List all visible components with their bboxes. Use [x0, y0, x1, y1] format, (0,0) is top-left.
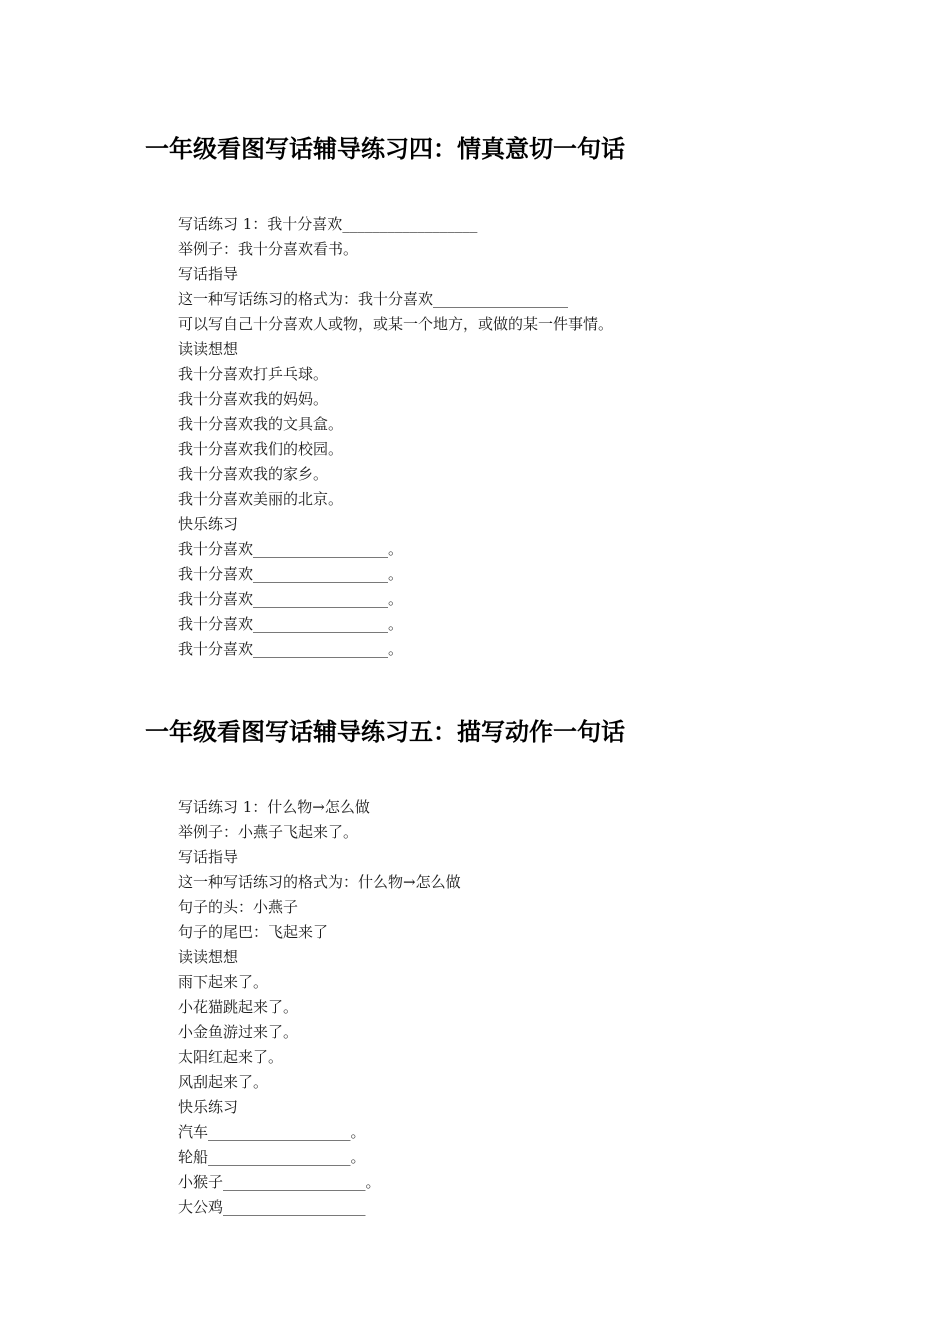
practice-label: 快乐练习 [178, 1098, 239, 1116]
sample-sentence: 雨下起来了。 [178, 973, 269, 991]
sample-sentence: 我十分喜欢打乒乓球。 [178, 365, 329, 383]
practice-blank-line: 我十分喜欢__________________。 [178, 565, 404, 583]
exercise-title-line: 写话练习 1：我十分喜欢__________________ [178, 215, 478, 233]
example-line: 举例子：我十分喜欢看书。 [178, 240, 359, 258]
guidance-label: 写话指导 [178, 848, 239, 866]
practice-blank-line: 我十分喜欢__________________。 [178, 590, 404, 608]
sample-sentence: 小金鱼游过来了。 [178, 1023, 299, 1041]
sample-sentence: 我十分喜欢我的文具盒。 [178, 415, 344, 433]
practice-blank-line: 我十分喜欢__________________。 [178, 540, 404, 558]
read-think-label: 读读想想 [178, 340, 239, 358]
sample-sentence: 我十分喜欢我的妈妈。 [178, 390, 329, 408]
practice-blank-line: 大公鸡___________________ [178, 1198, 366, 1216]
read-think-label: 读读想想 [178, 948, 239, 966]
sample-sentence: 我十分喜欢我们的校园。 [178, 440, 344, 458]
sample-sentence: 太阳红起来了。 [178, 1048, 284, 1066]
format-line: 这一种写话练习的格式为：什么物→怎么做 [178, 873, 461, 891]
sentence-head-line: 句子的头：小燕子 [178, 898, 299, 916]
practice-blank-line: 轮船___________________。 [178, 1148, 366, 1166]
section-1-lines [178, 212, 613, 662]
guidance-label: 写话指导 [178, 265, 239, 283]
guidance-text: 可以写自己十分喜欢人或物，或某一个地方，或做的某一件事情。 [178, 315, 614, 333]
section-2-heading: 一年级看图写话辅导练习五：描写动作一句话 [145, 718, 625, 746]
practice-blank-line: 小猴子___________________。 [178, 1173, 381, 1191]
sample-sentence: 我十分喜欢美丽的北京。 [178, 490, 344, 508]
practice-blank-line: 我十分喜欢__________________。 [178, 640, 404, 658]
practice-blank-line: 我十分喜欢__________________。 [178, 615, 404, 633]
format-line: 这一种写话练习的格式为：我十分喜欢__________________ [178, 290, 569, 308]
sample-sentence: 我十分喜欢我的家乡。 [178, 465, 329, 483]
section-1-heading: 一年级看图写话辅导练习四：情真意切一句话 [145, 135, 625, 163]
practice-blank-line: 汽车___________________。 [178, 1123, 366, 1141]
sample-sentence: 风刮起来了。 [178, 1073, 269, 1091]
sample-sentence: 小花猫跳起来了。 [178, 998, 299, 1016]
example-line: 举例子：小燕子飞起来了。 [178, 823, 359, 841]
section-2-lines [178, 795, 461, 1220]
exercise-title-line: 写话练习 1：什么物→怎么做 [178, 798, 370, 816]
sentence-tail-line: 句子的尾巴：飞起来了 [178, 923, 329, 941]
practice-label: 快乐练习 [178, 515, 239, 533]
